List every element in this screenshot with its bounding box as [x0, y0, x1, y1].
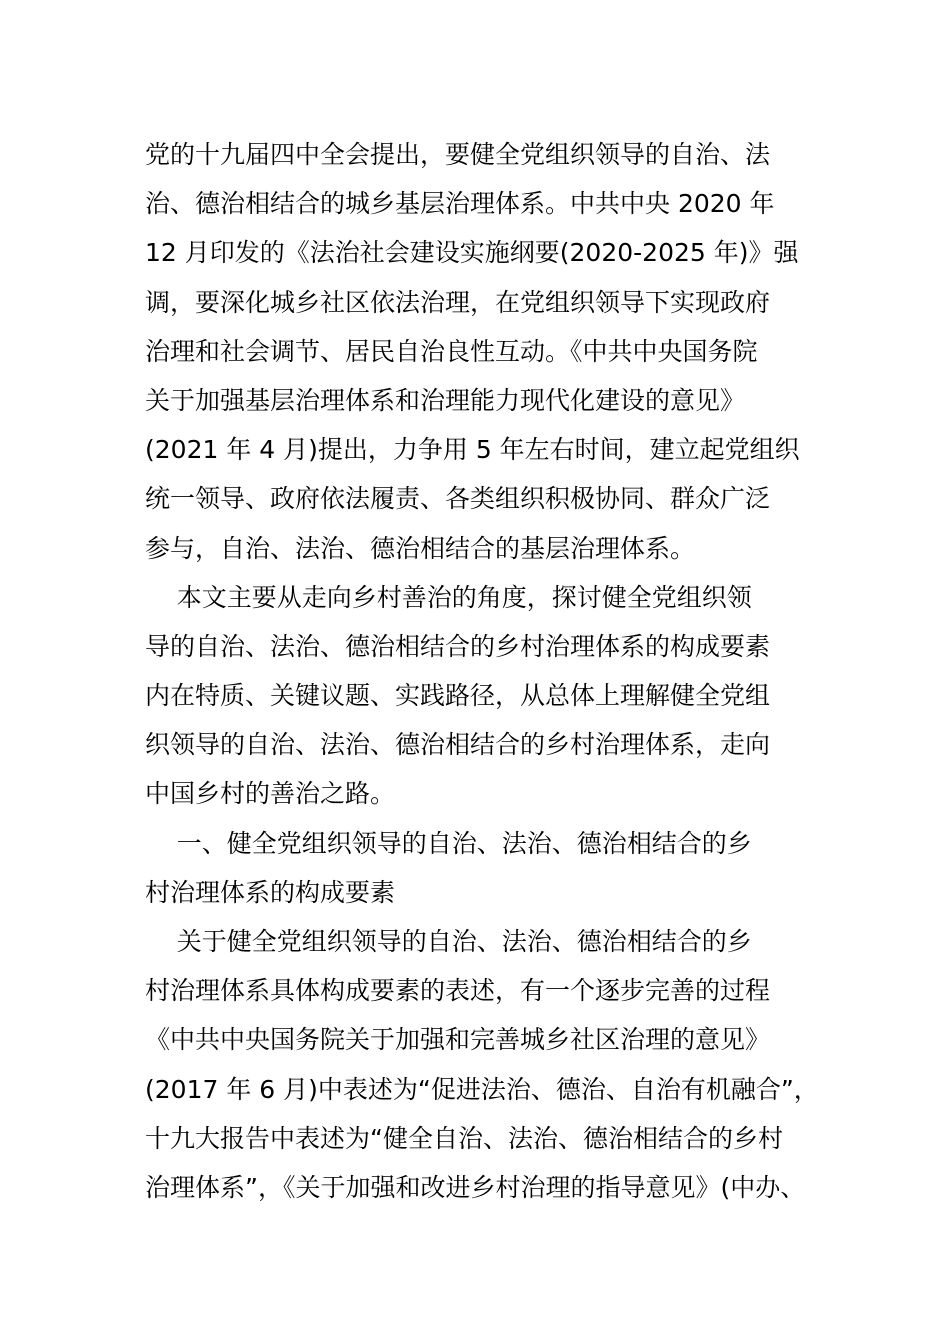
text-line: 本文主要从走向乡村善治的角度，探讨健全党组织领: [145, 582, 752, 612]
text-line: 调，要深化城乡社区依法治理，在党组织领导下实现政府: [145, 287, 771, 317]
text-line: (2017 年 6 月)中表述为“促进法治、德治、自治有机融合”，: [145, 1074, 819, 1104]
text-line: 关于加强基层治理体系和治理能力现代化建设的意见》: [145, 385, 746, 415]
text-line: 中国乡村的善治之路。: [145, 779, 396, 809]
section-heading-line: 村治理体系的构成要素: [145, 877, 396, 907]
text-line: 12 月印发的《法治社会建设实施纲要(2020-2025 年)》强: [145, 238, 799, 268]
text-line: 治理体系”，《关于加强和改进乡村治理的指导意见》(中办、: [145, 1172, 806, 1202]
document-body: [145, 130, 845, 1212]
section-heading-line: 一、健全党组织领导的自治、法治、德治相结合的乡: [145, 828, 752, 858]
text-line: 《中共中央国务院关于加强和完善城乡社区治理的意见》: [145, 1025, 771, 1055]
text-line: 织领导的自治、法治、德治相结合的乡村治理体系，走向: [145, 730, 771, 760]
text-line: 导的自治、法治、德治相结合的乡村治理体系的构成要素: [145, 631, 771, 661]
text-line: 关于健全党组织领导的自治、法治、德治相结合的乡: [145, 927, 752, 956]
text-line: 内在特质、关键议题、实践路径，从总体上理解健全党组: [145, 681, 771, 711]
text-line: 治、德治相结合的城乡基层治理体系。中共中央 2020 年: [145, 189, 775, 219]
text-line: 党的十九届四中全会提出，要健全党组织领导的自治、法: [145, 140, 771, 169]
text-line: (2021 年 4 月)提出，力争用 5 年左右时间，建立起党组织: [145, 435, 800, 465]
text-line: 统一领导、政府依法履责、各类组织积极协同、群众广泛: [145, 484, 771, 514]
text-line: 参与，自治、法治、德治相结合的基层治理体系。: [145, 533, 696, 563]
text-line: 村治理体系具体构成要素的表述，有一个逐步完善的过程: [145, 976, 771, 1006]
text-line: 十九大报告中表述为“健全自治、法治、德治相结合的乡村: [145, 1123, 783, 1153]
text-line: 治理和社会调节、居民自治良性互动。《中共中央国务院: [145, 336, 758, 366]
